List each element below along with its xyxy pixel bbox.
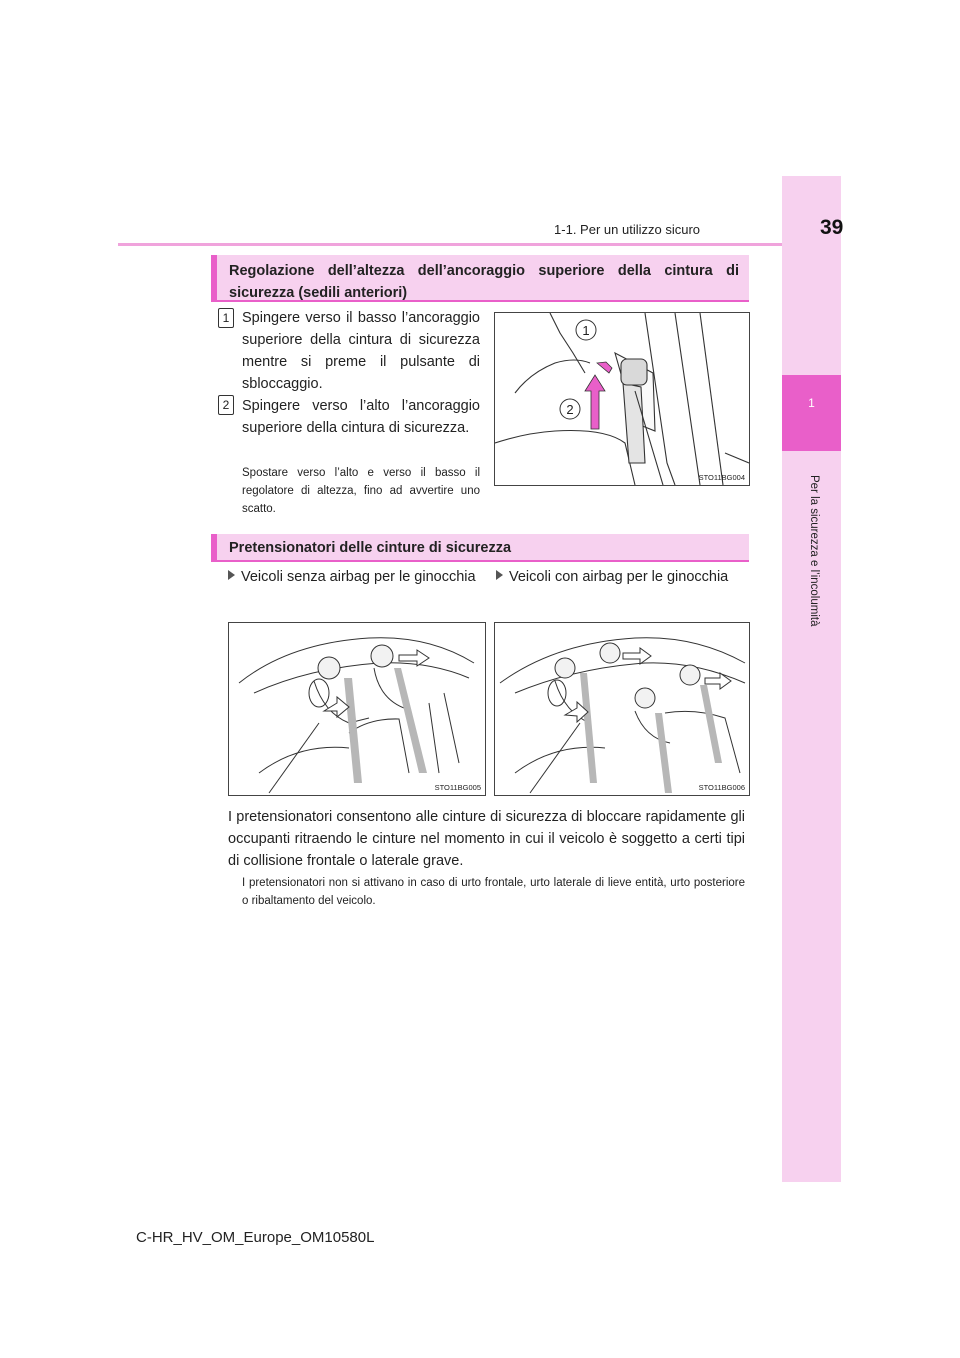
step-badge-2: 2 <box>218 395 234 415</box>
triangle-bullet-icon <box>228 570 235 580</box>
section-heading-height-adjust: Regolazione dell’altezza dell’ancoraggio superiore della cintura di sicurezza (sedili anteriori) <box>211 255 749 302</box>
step-badge-1: 1 <box>218 308 234 328</box>
chapter-tab-number: 1 <box>808 396 815 410</box>
chapter-tab <box>782 375 841 451</box>
section-heading-pretensioners: Pretensionatori delle cinture di sicurezza <box>211 534 749 562</box>
car-interior-illustration-left <box>229 623 485 795</box>
side-tab-strip <box>782 176 844 1182</box>
figure-no-knee-airbag <box>228 622 486 796</box>
figure-belt-anchor <box>494 312 750 486</box>
callout-1: 1 <box>582 323 590 338</box>
figure-code: STO11BG004 <box>698 473 745 482</box>
figure-code: STO11BG006 <box>698 783 745 792</box>
callout-2: 2 <box>566 402 574 417</box>
bullet-knee-airbag-text: Veicoli con airbag per le ginocchia <box>509 569 729 585</box>
step-2-text: Spingere verso l’alto l’ancoraggio superiore della cintura di sicurezza. <box>242 398 480 436</box>
pretensioner-description: I pretensionatori consentono alle cinture di sicurezza di bloccare rapidamente gli occupanti ritraendo le cinture nel momento in cui il veicolo è soggetto a certi tipi di collisione frontale o laterale grave. <box>228 809 745 869</box>
step-1-text: Spingere verso il basso l’ancoraggio superiore della cintura di sicurezza mentre si preme il pulsante di sbloccaggio. <box>242 310 480 392</box>
section-label: 1-1. Per un utilizzo sicuro <box>554 222 700 237</box>
pretensioner-note: I pretensionatori non si attivano in caso di urto frontale, urto laterale di lieve entità, urto posteriore o ribaltamento del veicolo. <box>242 877 745 907</box>
bullet-knee-airbag <box>496 566 748 588</box>
triangle-bullet-icon <box>496 570 503 580</box>
belt-anchor-illustration <box>495 313 749 485</box>
figure-knee-airbag <box>494 622 750 796</box>
page-number: 39 <box>820 216 844 239</box>
figure-code: STO11BG005 <box>434 783 481 792</box>
step-note: Spostare verso l’alto e verso il basso il regolatore di altezza, fino ad avvertire uno scatto. <box>242 467 480 515</box>
bullet-no-knee-airbag-text: Veicoli senza airbag per le ginocchia <box>241 569 476 585</box>
bullet-no-knee-airbag <box>228 566 480 588</box>
chapter-title-vertical: Per la sicurezza e l’incolumità <box>808 475 820 627</box>
header-rule <box>118 243 782 246</box>
document-id: C-HR_HV_OM_Europe_OM10580L <box>136 1229 375 1246</box>
car-interior-illustration-right <box>495 623 749 795</box>
